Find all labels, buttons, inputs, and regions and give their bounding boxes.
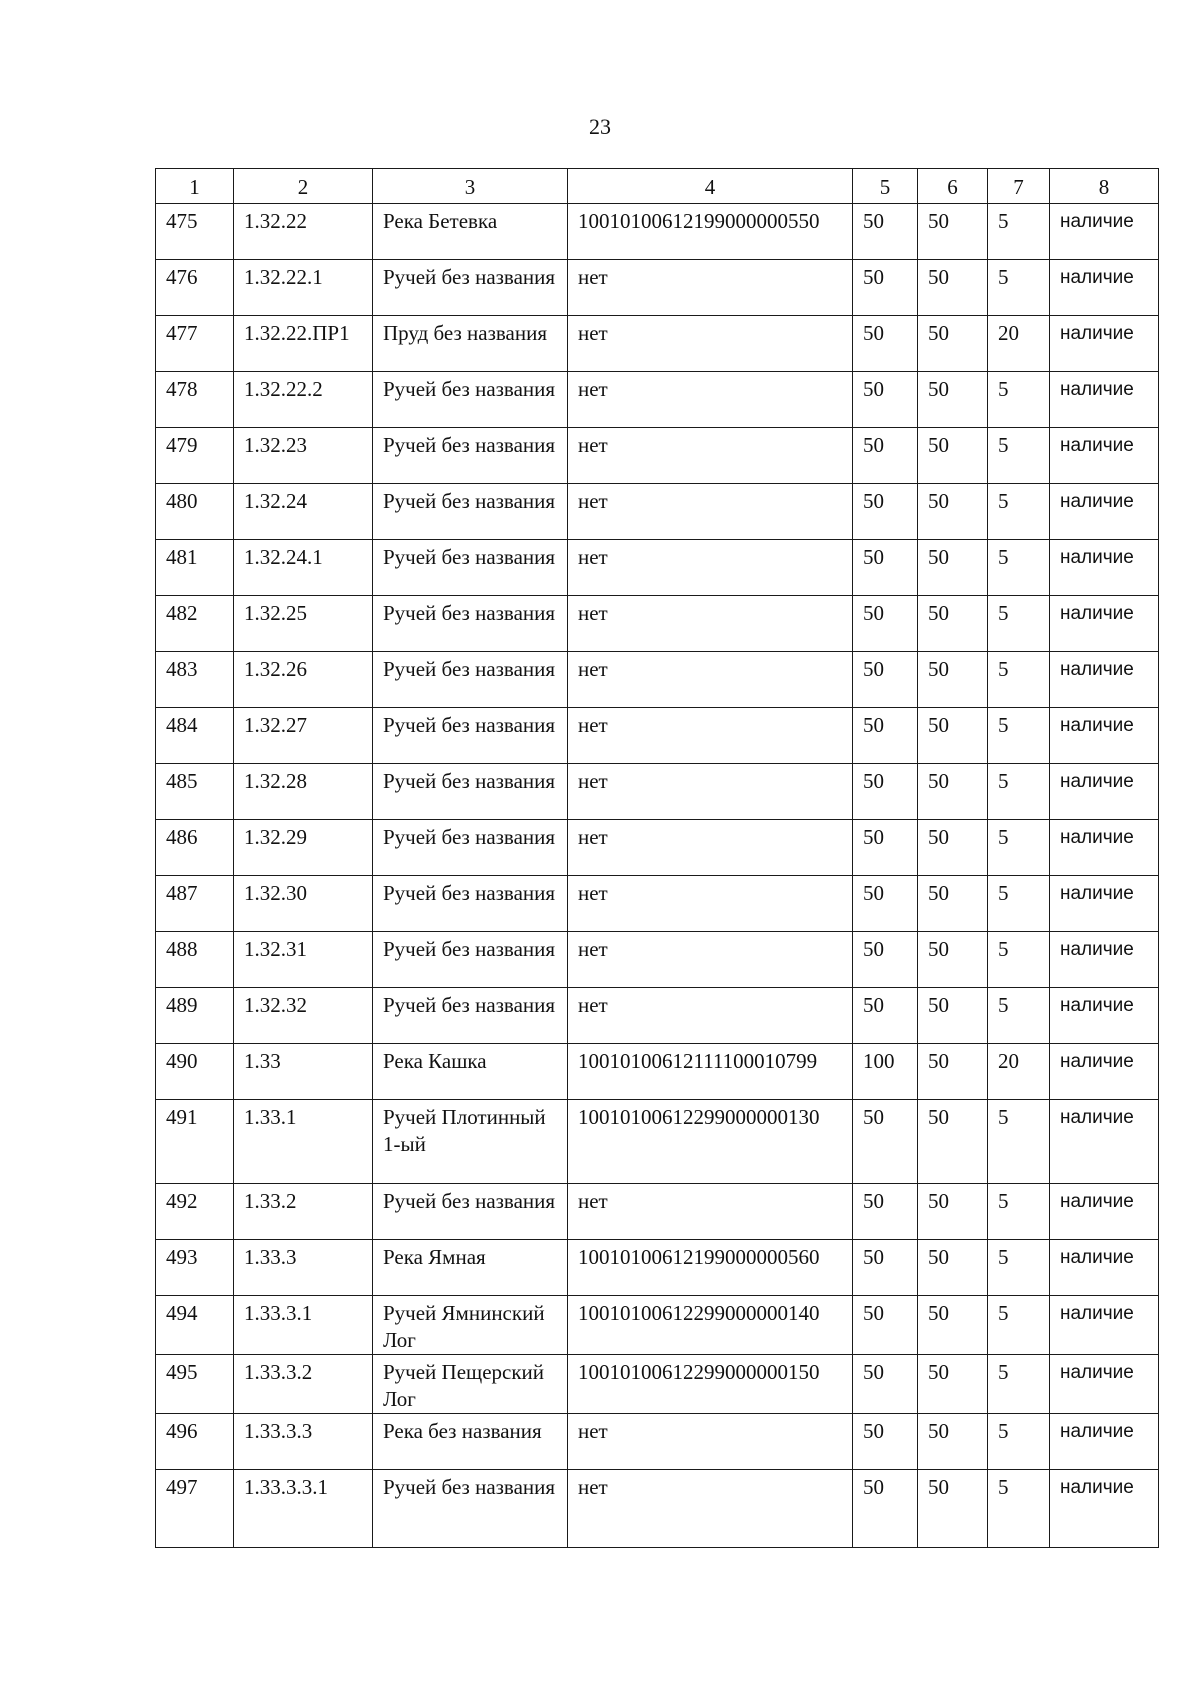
row-number-cell: 475 <box>156 204 234 260</box>
value-6-cell: 50 <box>918 988 988 1044</box>
value-6-cell: 50 <box>918 1414 988 1470</box>
row-number-cell: 476 <box>156 260 234 316</box>
value-6-cell: 50 <box>918 708 988 764</box>
value-5-cell: 50 <box>853 1470 918 1548</box>
value-6-cell: 50 <box>918 1470 988 1548</box>
object-name-cell: Ручей без названия <box>373 540 568 596</box>
table-row <box>156 988 1159 1044</box>
row-number-cell: 496 <box>156 1414 234 1470</box>
registry-id-cell: нет <box>568 316 853 372</box>
table-row <box>156 764 1159 820</box>
status-cell: наличие <box>1050 988 1159 1044</box>
value-5-cell: 50 <box>853 260 918 316</box>
table-row <box>156 484 1159 540</box>
table-row <box>156 260 1159 316</box>
object-code-cell: 1.32.24 <box>234 484 373 540</box>
value-7-cell: 5 <box>988 484 1050 540</box>
object-code-cell: 1.32.30 <box>234 876 373 932</box>
value-6-cell: 50 <box>918 1184 988 1240</box>
value-7-cell: 5 <box>988 204 1050 260</box>
value-5-cell: 50 <box>853 204 918 260</box>
object-code-cell: 1.32.28 <box>234 764 373 820</box>
table-row <box>156 932 1159 988</box>
value-7-cell: 5 <box>988 988 1050 1044</box>
registry-id-cell: нет <box>568 764 853 820</box>
value-5-cell: 50 <box>853 596 918 652</box>
object-name-cell: Ручей без названия <box>373 652 568 708</box>
value-5-cell: 50 <box>853 652 918 708</box>
table-row <box>156 820 1159 876</box>
object-name-cell: Ручей без названия <box>373 932 568 988</box>
value-5-cell: 50 <box>853 1240 918 1296</box>
object-name-cell: Река Кашка <box>373 1044 568 1100</box>
status-cell: наличие <box>1050 372 1159 428</box>
object-name-cell: Ручей без названия <box>373 1184 568 1240</box>
status-cell: наличие <box>1050 1184 1159 1240</box>
status-cell: наличие <box>1050 1240 1159 1296</box>
value-7-cell: 5 <box>988 1470 1050 1548</box>
object-code-cell: 1.32.32 <box>234 988 373 1044</box>
status-cell: наличие <box>1050 1296 1159 1355</box>
object-code-cell: 1.32.24.1 <box>234 540 373 596</box>
value-7-cell: 5 <box>988 932 1050 988</box>
value-7-cell: 5 <box>988 1296 1050 1355</box>
object-name-cell: Река Ямная <box>373 1240 568 1296</box>
row-number-cell: 497 <box>156 1470 234 1548</box>
row-number-cell: 487 <box>156 876 234 932</box>
object-code-cell: 1.32.22.1 <box>234 260 373 316</box>
table-header <box>156 169 1159 204</box>
registry-id-cell: нет <box>568 876 853 932</box>
value-7-cell: 5 <box>988 260 1050 316</box>
status-cell: наличие <box>1050 316 1159 372</box>
object-name-cell: Река Бетевка <box>373 204 568 260</box>
value-5-cell: 50 <box>853 820 918 876</box>
value-5-cell: 50 <box>853 1296 918 1355</box>
object-name-cell: Ручей без названия <box>373 596 568 652</box>
table-row <box>156 1296 1159 1355</box>
column-header-3: 3 <box>373 169 568 204</box>
row-number-cell: 486 <box>156 820 234 876</box>
value-6-cell: 50 <box>918 428 988 484</box>
value-5-cell: 50 <box>853 1100 918 1184</box>
value-5-cell: 50 <box>853 428 918 484</box>
value-5-cell: 50 <box>853 764 918 820</box>
object-code-cell: 1.32.22.2 <box>234 372 373 428</box>
row-number-cell: 494 <box>156 1296 234 1355</box>
value-6-cell: 50 <box>918 764 988 820</box>
value-5-cell: 100 <box>853 1044 918 1100</box>
table-body <box>156 204 1159 1548</box>
object-code-cell: 1.33.3.2 <box>234 1355 373 1414</box>
column-header-8: 8 <box>1050 169 1159 204</box>
row-number-cell: 491 <box>156 1100 234 1184</box>
registry-id-cell: нет <box>568 372 853 428</box>
table-row <box>156 1100 1159 1184</box>
page-number: 23 <box>589 114 611 139</box>
object-code-cell: 1.32.27 <box>234 708 373 764</box>
status-cell: наличие <box>1050 1414 1159 1470</box>
table-row <box>156 1184 1159 1240</box>
value-7-cell: 5 <box>988 1355 1050 1414</box>
table-row <box>156 540 1159 596</box>
value-6-cell: 50 <box>918 1355 988 1414</box>
value-6-cell: 50 <box>918 260 988 316</box>
registry-id-cell: 10010100612299000000130 <box>568 1100 853 1184</box>
value-5-cell: 50 <box>853 1184 918 1240</box>
value-6-cell: 50 <box>918 316 988 372</box>
registry-id-cell: нет <box>568 652 853 708</box>
value-5-cell: 50 <box>853 876 918 932</box>
status-cell: наличие <box>1050 484 1159 540</box>
object-code-cell: 1.33.1 <box>234 1100 373 1184</box>
table-row <box>156 1470 1159 1548</box>
object-name-cell: Ручей без названия <box>373 876 568 932</box>
row-number-cell: 480 <box>156 484 234 540</box>
registry-id-cell: 10010100612199000000550 <box>568 204 853 260</box>
row-number-cell: 481 <box>156 540 234 596</box>
table-row <box>156 428 1159 484</box>
object-name-cell: Ручей Ямнинский Лог <box>373 1296 568 1355</box>
row-number-cell: 492 <box>156 1184 234 1240</box>
row-number-cell: 489 <box>156 988 234 1044</box>
value-7-cell: 5 <box>988 652 1050 708</box>
value-7-cell: 5 <box>988 372 1050 428</box>
table-row <box>156 876 1159 932</box>
value-7-cell: 20 <box>988 316 1050 372</box>
registry-id-cell: нет <box>568 1184 853 1240</box>
value-5-cell: 50 <box>853 372 918 428</box>
registry-id-cell: нет <box>568 820 853 876</box>
object-code-cell: 1.32.26 <box>234 652 373 708</box>
value-6-cell: 50 <box>918 1044 988 1100</box>
status-cell: наличие <box>1050 932 1159 988</box>
object-code-cell: 1.32.23 <box>234 428 373 484</box>
registry-id-cell: нет <box>568 596 853 652</box>
object-code-cell: 1.32.22 <box>234 204 373 260</box>
table-row <box>156 652 1159 708</box>
object-name-cell: Ручей без названия <box>373 428 568 484</box>
registry-id-cell: нет <box>568 260 853 316</box>
status-cell: наличие <box>1050 876 1159 932</box>
value-7-cell: 5 <box>988 876 1050 932</box>
value-7-cell: 5 <box>988 428 1050 484</box>
registry-id-cell: нет <box>568 708 853 764</box>
object-code-cell: 1.32.25 <box>234 596 373 652</box>
value-5-cell: 50 <box>853 708 918 764</box>
row-number-cell: 485 <box>156 764 234 820</box>
value-6-cell: 50 <box>918 372 988 428</box>
registry-id-cell: нет <box>568 1414 853 1470</box>
column-header-7: 7 <box>988 169 1050 204</box>
object-code-cell: 1.32.29 <box>234 820 373 876</box>
value-6-cell: 50 <box>918 652 988 708</box>
value-6-cell: 50 <box>918 1240 988 1296</box>
table-row <box>156 596 1159 652</box>
column-header-5: 5 <box>853 169 918 204</box>
registry-id-cell: 10010100612299000000150 <box>568 1355 853 1414</box>
value-7-cell: 20 <box>988 1044 1050 1100</box>
value-5-cell: 50 <box>853 1355 918 1414</box>
value-6-cell: 50 <box>918 1296 988 1355</box>
object-name-cell: Ручей без названия <box>373 260 568 316</box>
row-number-cell: 484 <box>156 708 234 764</box>
row-number-cell: 488 <box>156 932 234 988</box>
object-name-cell: Ручей Плотинный 1-ый <box>373 1100 568 1184</box>
registry-id-cell: нет <box>568 932 853 988</box>
value-5-cell: 50 <box>853 932 918 988</box>
registry-id-cell: нет <box>568 428 853 484</box>
value-6-cell: 50 <box>918 932 988 988</box>
value-7-cell: 5 <box>988 764 1050 820</box>
registry-id-cell: 10010100612111100010799 <box>568 1044 853 1100</box>
value-6-cell: 50 <box>918 1100 988 1184</box>
row-number-cell: 490 <box>156 1044 234 1100</box>
table-row <box>156 1044 1159 1100</box>
registry-id-cell: 10010100612299000000140 <box>568 1296 853 1355</box>
value-7-cell: 5 <box>988 820 1050 876</box>
object-code-cell: 1.33.3.3.1 <box>234 1470 373 1548</box>
row-number-cell: 478 <box>156 372 234 428</box>
object-name-cell: Ручей без названия <box>373 1470 568 1548</box>
row-number-cell: 483 <box>156 652 234 708</box>
row-number-cell: 482 <box>156 596 234 652</box>
value-7-cell: 5 <box>988 1414 1050 1470</box>
object-name-cell: Ручей без названия <box>373 708 568 764</box>
object-code-cell: 1.33.2 <box>234 1184 373 1240</box>
table-row <box>156 1355 1159 1414</box>
object-name-cell: Ручей без названия <box>373 764 568 820</box>
row-number-cell: 495 <box>156 1355 234 1414</box>
value-6-cell: 50 <box>918 204 988 260</box>
object-name-cell: Ручей без названия <box>373 484 568 540</box>
object-code-cell: 1.32.31 <box>234 932 373 988</box>
table-row <box>156 1240 1159 1296</box>
value-7-cell: 5 <box>988 540 1050 596</box>
value-5-cell: 50 <box>853 316 918 372</box>
status-cell: наличие <box>1050 1044 1159 1100</box>
row-number-cell: 493 <box>156 1240 234 1296</box>
status-cell: наличие <box>1050 204 1159 260</box>
status-cell: наличие <box>1050 1470 1159 1548</box>
object-code-cell: 1.33 <box>234 1044 373 1100</box>
object-name-cell: Река без названия <box>373 1414 568 1470</box>
column-header-1: 1 <box>156 169 234 204</box>
status-cell: наличие <box>1050 596 1159 652</box>
water-bodies-table <box>155 168 1159 1548</box>
object-code-cell: 1.33.3.1 <box>234 1296 373 1355</box>
value-6-cell: 50 <box>918 596 988 652</box>
status-cell: наличие <box>1050 540 1159 596</box>
column-header-4: 4 <box>568 169 853 204</box>
column-header-6: 6 <box>918 169 988 204</box>
object-name-cell: Пруд без названия <box>373 316 568 372</box>
row-number-cell: 479 <box>156 428 234 484</box>
status-cell: наличие <box>1050 652 1159 708</box>
status-cell: наличие <box>1050 764 1159 820</box>
table-row <box>156 204 1159 260</box>
registry-id-cell: нет <box>568 988 853 1044</box>
status-cell: наличие <box>1050 1100 1159 1184</box>
table-row <box>156 708 1159 764</box>
status-cell: наличие <box>1050 260 1159 316</box>
value-7-cell: 5 <box>988 596 1050 652</box>
value-6-cell: 50 <box>918 876 988 932</box>
value-5-cell: 50 <box>853 1414 918 1470</box>
value-5-cell: 50 <box>853 540 918 596</box>
value-5-cell: 50 <box>853 988 918 1044</box>
value-6-cell: 50 <box>918 820 988 876</box>
object-name-cell: Ручей без названия <box>373 820 568 876</box>
table-row <box>156 1414 1159 1470</box>
object-name-cell: Ручей без названия <box>373 988 568 1044</box>
value-7-cell: 5 <box>988 1100 1050 1184</box>
table-row <box>156 372 1159 428</box>
value-7-cell: 5 <box>988 1184 1050 1240</box>
column-header-2: 2 <box>234 169 373 204</box>
table-row <box>156 316 1159 372</box>
object-code-cell: 1.32.22.ПР1 <box>234 316 373 372</box>
registry-id-cell: нет <box>568 484 853 540</box>
registry-id-cell: нет <box>568 1470 853 1548</box>
object-name-cell: Ручей Пещерский Лог <box>373 1355 568 1414</box>
value-6-cell: 50 <box>918 484 988 540</box>
status-cell: наличие <box>1050 708 1159 764</box>
status-cell: наличие <box>1050 428 1159 484</box>
object-code-cell: 1.33.3.3 <box>234 1414 373 1470</box>
registry-id-cell: нет <box>568 540 853 596</box>
registry-id-cell: 10010100612199000000560 <box>568 1240 853 1296</box>
value-7-cell: 5 <box>988 708 1050 764</box>
row-number-cell: 477 <box>156 316 234 372</box>
header-row <box>156 169 1159 204</box>
value-5-cell: 50 <box>853 484 918 540</box>
value-6-cell: 50 <box>918 540 988 596</box>
object-name-cell: Ручей без названия <box>373 372 568 428</box>
status-cell: наличие <box>1050 820 1159 876</box>
object-code-cell: 1.33.3 <box>234 1240 373 1296</box>
status-cell: наличие <box>1050 1355 1159 1414</box>
value-7-cell: 5 <box>988 1240 1050 1296</box>
